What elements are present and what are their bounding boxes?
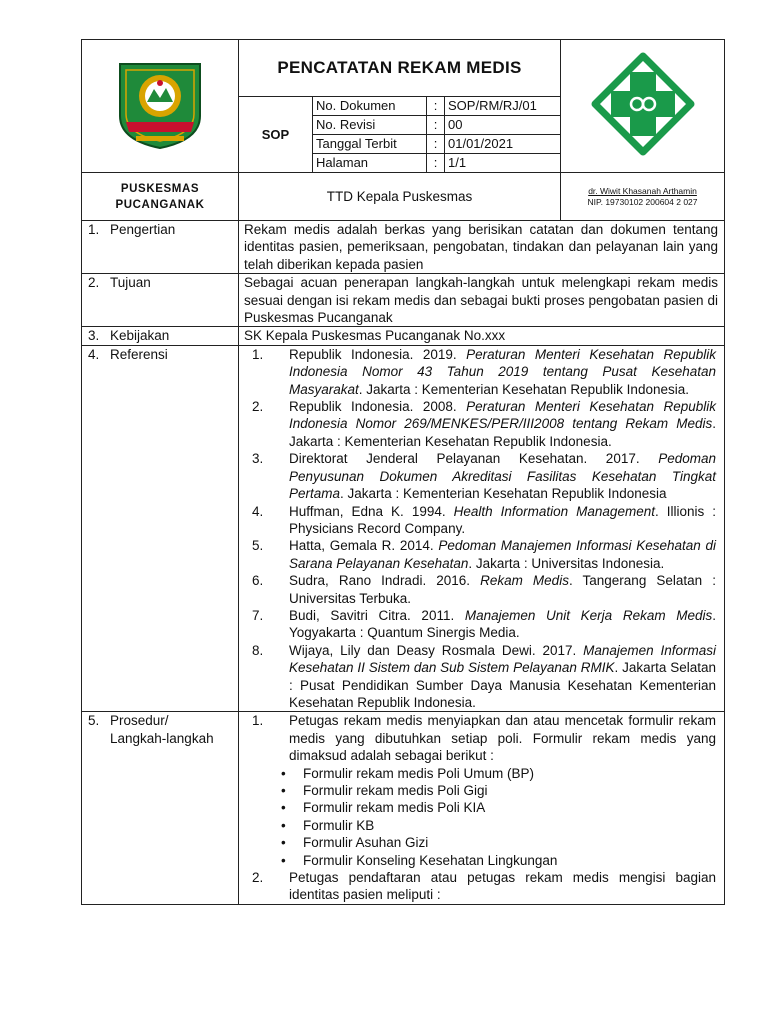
reference-title: Peraturan Menteri Kesehatan Republik Indonesia Nomor 43 Tahun 2019 tentang Pusat Kesehatan Masyarakat: [289, 346, 716, 397]
reference-title: Peraturan Menteri Kesehatan Republik Indonesia Nomor 269/MENKES/PER/III2008 tentang Rekam Medis: [289, 399, 716, 432]
form-item: • Formulir rekam medis Poli KIA: [281, 800, 486, 816]
section-label: Kebijakan: [110, 328, 170, 344]
reference-list: [244, 346, 716, 712]
reference-item: 6. Sudra, Rano Indradi. 2016. Rekam Medis. Tangerang Selatan : Universitas Terbuka.: [252, 573, 716, 606]
organization-name: PUSKESMAS PUCANGANAK: [82, 173, 239, 221]
info-label: No. Revisi: [313, 116, 427, 135]
info-label: Tanggal Terbit: [313, 135, 427, 154]
form-list: [244, 765, 716, 869]
bullet-icon: •: [281, 835, 286, 851]
reference-title: Pedoman Manajemen Informasi Kesehatan di Sarana Pelayanan Kesehatan: [289, 538, 716, 571]
info-value-no-dokumen: SOP/RM/RJ/01: [445, 97, 561, 116]
info-label: No. Dokumen: [313, 97, 427, 116]
info-value-tanggal-terbit: 01/01/2021: [445, 135, 561, 154]
reference-title: Manajemen Informasi Kesehatan II Sistem dan Sub Sistem Pelayanan RMIK: [289, 642, 716, 676]
section-label: Prosedur/: [110, 713, 169, 729]
form-item: • Formulir Konseling Kesehatan Lingkungan: [281, 852, 558, 868]
info-value-no-revisi: 00: [445, 116, 561, 135]
reference-title: Pedoman Penyusunan Dokumen Akreditasi Fasilitas Kesehatan Tingkat Pertama: [289, 451, 716, 502]
bullet-icon: •: [281, 783, 286, 798]
form-item: • Formulir Asuhan Gizi: [281, 835, 429, 851]
bullet-icon: •: [281, 800, 286, 816]
procedure-step: 2. Petugas pendaftaran atau petugas rekam medis mengisi bagian identitas pasien meliputi :: [252, 870, 716, 903]
form-item: • Formulir rekam medis Poli Gigi: [281, 783, 488, 798]
signer-block: [561, 173, 725, 221]
sop-body-table: [81, 220, 725, 905]
section-kebijakan: 3. Kebijakan SK Kepala Puskesmas Pucanganak No.xxx: [82, 327, 725, 345]
signer-nip: NIP. 19730102 200604 2 027: [587, 196, 698, 207]
regency-logo-cell: [82, 40, 239, 173]
info-value-halaman: 1/1: [445, 154, 561, 173]
section-label: Referensi: [110, 346, 168, 362]
procedure-step: 1. Petugas rekam medis menyiapkan dan atau mencetak formulir rekam medis yang dibutuhkan setiap poli. Formulir rekam medis yang dimaksud adalah sebagai berikut : • Formulir rekam medis Poli Umum (BP) • Formulir rekam medis Poli Gigi • Formulir rekam medis Poli KIA • Formulir KB • Formulir Asuhan Gizi • Formulir Konseling Kesehatan Lingkungan: [244, 712, 716, 869]
procedure-steps: [244, 712, 716, 903]
document-title: PENCATATAN REKAM MEDIS: [239, 40, 561, 97]
section-prosedur: 5. Prosedur/ Langkah-langkah 1. Petugas rekam medis menyiapkan dan atau mencetak formulir rekam medis yang dibutuhkan setiap poli. Formulir rekam medis yang dimaksud adalah sebagai berikut : • Formulir rekam medis Poli Umum (BP) • Formulir rekam medis Poli Gigi • Formulir rekam medis Poli KIA • Formulir KB • Formulir Asuhan Gizi • Formulir Konseling Kesehatan Lingkungan 2. Petugas pendaftaran atau petugas rekam medis mengisi bagian identitas pasien meliputi :: [82, 712, 725, 904]
puskesmas-logo-cell: [561, 40, 725, 173]
reference-item: 4. Huffman, Edna K. 1994. Health Information Management. Illionis : Physicians Record Company.: [252, 503, 716, 536]
puskesmas-logo-icon: [591, 52, 695, 156]
bullet-icon: •: [281, 852, 286, 868]
signature-caption: TTD Kepala Puskesmas: [239, 173, 561, 221]
sop-document: [81, 39, 724, 905]
reference-item: 8. Wijaya, Lily dan Deasy Rosmala Dewi. 2017. Manajemen Informasi Kesehatan II Sistem dan Sub Sistem Pelayanan RMIK. Jakarta Selatan : Pusat Pendidikan Sumber Daya Manusia Kesehatan Kementerian Kesehatan Republik Indonesia.: [252, 642, 716, 710]
sop-header-table: PENCATATAN REKAM MEDIS SOP No. Dokumen : SOP/RM/RJ/01 No. Revisi : 00 Tanggal Terbit : 01/01/2021 Halaman : 1/1 PUSKESMAS PUCANGANAK TTD Kepala Puskesmas dr. Wiwit Khasanah Arthamin NIP. 19730102 200604 2 027: [81, 39, 725, 221]
reference-title: Manajemen Unit Kerja Rekam Medis: [464, 607, 713, 623]
reference-item: 1. Republik Indonesia. 2019. Peraturan Menteri Kesehatan Republik Indonesia Nomor 43 Tahun 2019 tentang Pusat Kesehatan Masyarakat. Jakarta : Kementerian Kesehatan Republik Indonesia.: [252, 346, 716, 397]
reference-item: 7. Budi, Savitri Citra. 2011. Manajemen Unit Kerja Rekam Medis. Yogyakarta : Quantum Sinergis Media.: [252, 607, 716, 641]
section-pengertian: 1. Pengertian Rekam medis adalah berkas yang berisikan catatan dan dokumen tentang identitas pasien, pemeriksaan, pengobatan, tindakan dan pelayanan lain yang telah diberikan kepada pasien: [82, 221, 725, 274]
reference-item: 5. Hatta, Gemala R. 2014. Pedoman Manajemen Informasi Kesehatan di Sarana Pelayanan Kesehatan. Jakarta : Universitas Indonesia.: [252, 538, 716, 571]
form-item: • Formulir KB: [281, 817, 375, 833]
sop-label: SOP: [239, 97, 313, 173]
section-label: Pengertian: [110, 222, 176, 237]
reference-title: Health Information Management: [453, 503, 655, 519]
regency-emblem-icon: [112, 56, 208, 152]
reference-item: 3. Direktorat Jenderal Pelayanan Kesehatan. 2017. Pedoman Penyusunan Dokumen Akreditasi Fasilitas Kesehatan Tingkat Pertama. Jakarta : Kementerian Kesehatan Republik Indonesia: [252, 451, 716, 502]
bullet-icon: •: [281, 817, 286, 833]
section-tujuan: 2. Tujuan Sebagai acuan penerapan langkah-langkah untuk melengkapi rekam medis sesuai dengan isi rekam medis dan sebagai bukti proses pengobatan pasien di Puskesmas Pucanganak: [82, 274, 725, 327]
bullet-icon: •: [281, 765, 286, 781]
reference-item: 2. Republik Indonesia. 2008. Peraturan Menteri Kesehatan Republik Indonesia Nomor 269/MENKES/PER/III2008 tentang Rekam Medis. Jakarta : Kementerian Kesehatan Republik Indonesia.: [252, 399, 716, 449]
section-text: Rekam medis adalah berkas yang berisikan catatan dan dokumen tentang identitas pasien, pemeriksaan, pengobatan, tindakan dan pelayanan lain yang telah diberikan kepada pasien: [239, 221, 725, 274]
signer-name: dr. Wiwit Khasanah Arthamin: [588, 185, 697, 196]
section-text: SK Kepala Puskesmas Pucanganak No.xxx: [239, 327, 725, 345]
reference-title: Rekam Medis: [480, 573, 569, 589]
section-text: Sebagai acuan penerapan langkah-langkah untuk melengkapi rekam medis sesuai dengan isi rekam medis dan sebagai bukti proses pengobatan pasien di Puskesmas Pucanganak: [239, 274, 725, 327]
section-label: Tujuan: [110, 275, 151, 291]
form-item: • Formulir rekam medis Poli Umum (BP): [281, 765, 535, 781]
section-referensi: 4. Referensi 1. Republik Indonesia. 2019. Peraturan Menteri Kesehatan Republik Indonesia Nomor 43 Tahun 2019 tentang Pusat Kesehatan Masyarakat. Jakarta : Kementerian Kesehatan Republik Indonesia. 2. Republik Indonesia. 2008. Peraturan Menteri Kesehatan Republik Indonesia Nomor 269/MENKES/PER/III2008 tentang Rekam Medis. Jakarta : Kementerian Kesehatan Republik Indonesia. 3. Direktorat Jenderal Pelayanan Kesehatan. 2017. Pedoman Penyusunan Dokumen Akreditasi Fasilitas Kesehatan Tingkat Pertama. Jakarta : Kementerian Kesehatan Republik Indonesia 4. Huffman, Edna K. 1994. Health Information Management. Illionis : Physicians Record Company. 5. Hatta, Gemala R. 2014. Pedoman Manajemen Informasi Kesehatan di Sarana Pelayanan Kesehatan. Jakarta : Universitas Indonesia. 6. Sudra, Rano Indradi. 2016. Rekam Medis. Tangerang Selatan : Universitas Terbuka. 7. Budi, Savitri Citra. 2011. Manajemen Unit Kerja Rekam Medis. Yogyakarta : Quantum Sinergis Media. 8. Wijaya, Lily dan Deasy Rosmala Dewi. 2017. Manajemen Informasi Kesehatan II Sistem dan Sub Sistem Pelayanan RMIK. Jakarta Selatan : Pusat Pendidikan Sumber Daya Manusia Kesehatan Kementerian Kesehatan Republik Indonesia.: [82, 345, 725, 712]
info-label: Halaman: [313, 154, 427, 173]
